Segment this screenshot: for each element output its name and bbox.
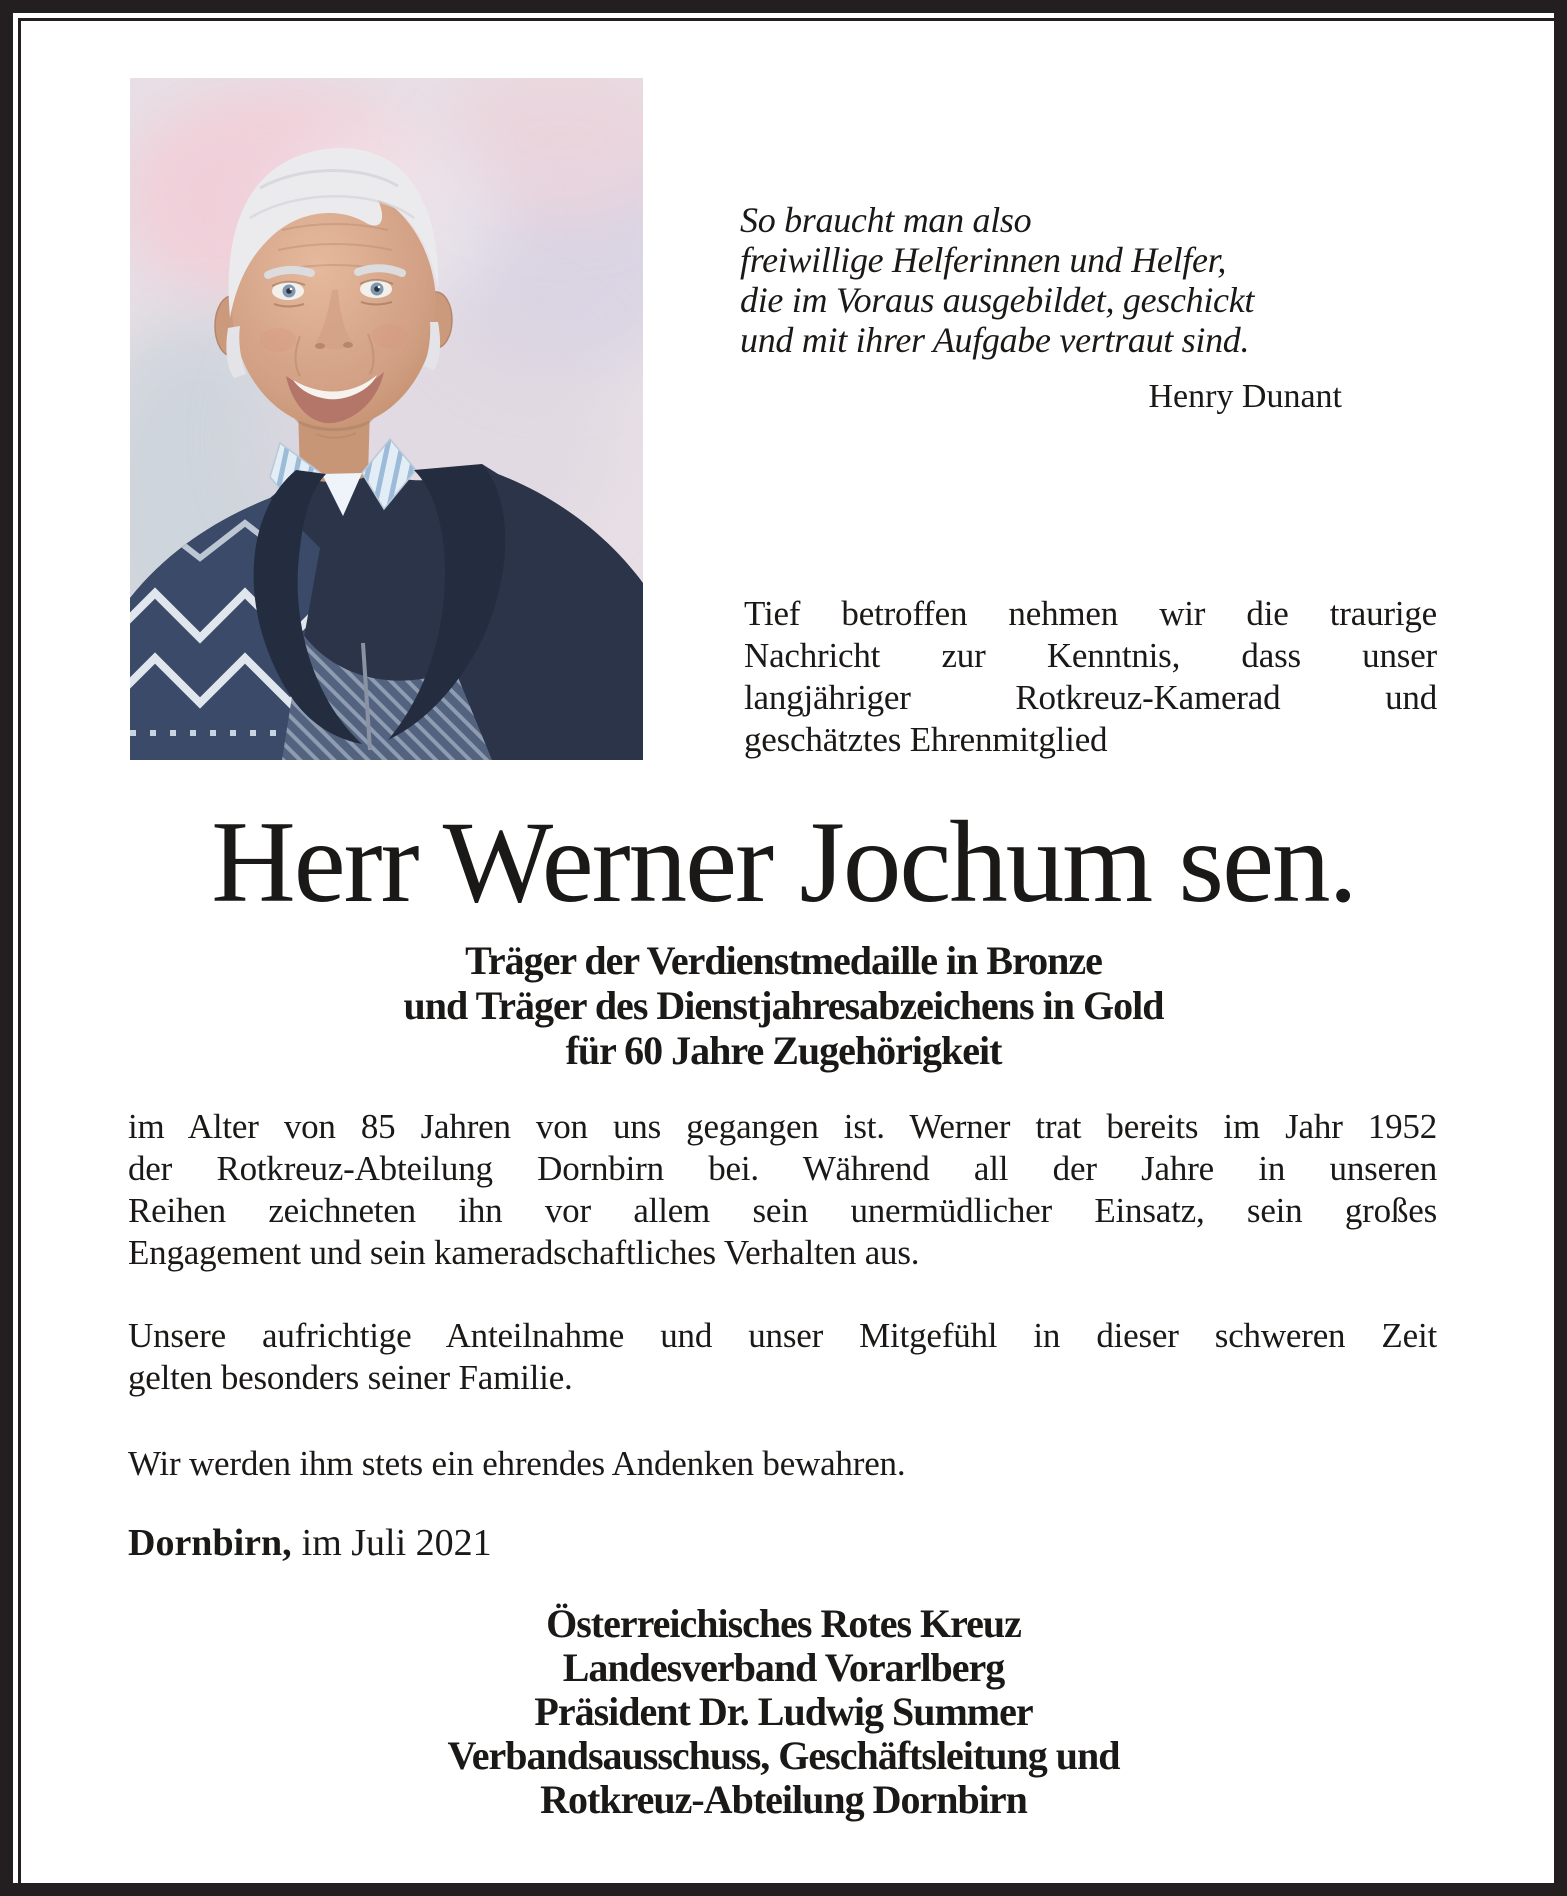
signature-line: Rotkreuz-Abteilung Dornbirn	[540, 1777, 1027, 1822]
signature-line: Präsident Dr. Ludwig Summer	[534, 1689, 1033, 1734]
quote-line: freiwillige Helferinnen und Helfer,	[740, 240, 1227, 280]
memorial-quote	[740, 200, 1342, 417]
intro-line: langjähriger Rotkreuz-Kamerad und	[744, 678, 1437, 717]
obituary-paragraph	[128, 1106, 1437, 1274]
intro-line: Tief betroffen nehmen wir die traurige	[744, 594, 1437, 633]
signature-line: Verbandsausschuss, Geschäftsleitung und	[447, 1733, 1120, 1778]
body-line: der Rotkreuz-Abteilung Dornbirn bei. Während all der Jahre in unseren	[128, 1149, 1437, 1188]
signature-line: Österreichisches Rotes Kreuz	[546, 1601, 1021, 1646]
honors-line: und Träger des Dienstjahresabzeichens in Gold	[403, 983, 1164, 1028]
intro-line: Nachricht zur Kenntnis, dass unser	[744, 636, 1437, 675]
honors-line: für 60 Jahre Zugehörigkeit	[565, 1028, 1002, 1073]
dateline	[128, 1521, 492, 1565]
body-line: Unsere aufrichtige Anteilnahme und unser Mitgefühl in dieser schweren Zeit	[128, 1316, 1437, 1355]
quote-attribution: Henry Dunant	[1148, 378, 1342, 415]
body-line: Reihen zeichneten ihn vor allem sein unermüdlicher Einsatz, sein großes	[128, 1191, 1437, 1230]
body-line: Engagement und sein kameradschaftliches Verhalten aus.	[128, 1233, 920, 1272]
quote-line: und mit ihrer Aufgabe vertraut sind.	[740, 320, 1250, 360]
signature-line: Landesverband Vorarlberg	[562, 1645, 1005, 1690]
body-line: Wir werden ihm stets ein ehrendes Andenken bewahren.	[128, 1444, 906, 1483]
dateline-place: Dornbirn,	[128, 1522, 292, 1564]
intro-paragraph	[744, 593, 1437, 761]
quote-line: die im Voraus ausgebildet, geschickt	[740, 280, 1255, 320]
honors-block	[13, 938, 1554, 1073]
portrait-photo	[130, 78, 643, 760]
intro-line: geschätztes Ehrenmitglied	[744, 720, 1108, 759]
body-line: im Alter von 85 Jahren von uns gegangen ist. Werner trat bereits im Jahr 1952	[128, 1107, 1437, 1146]
quote-line: So braucht man also	[740, 200, 1032, 240]
honors-line: Träger der Verdienstmedaille in Bronze	[465, 938, 1102, 983]
deceased-name: Herr Werner Jochum sen.	[211, 798, 1356, 927]
dateline-date: im Juli 2021	[301, 1522, 492, 1564]
remembrance-paragraph	[128, 1443, 1437, 1485]
condolence-paragraph	[128, 1315, 1437, 1399]
body-line: gelten besonders seiner Familie.	[128, 1358, 573, 1397]
signature-block	[13, 1602, 1554, 1822]
